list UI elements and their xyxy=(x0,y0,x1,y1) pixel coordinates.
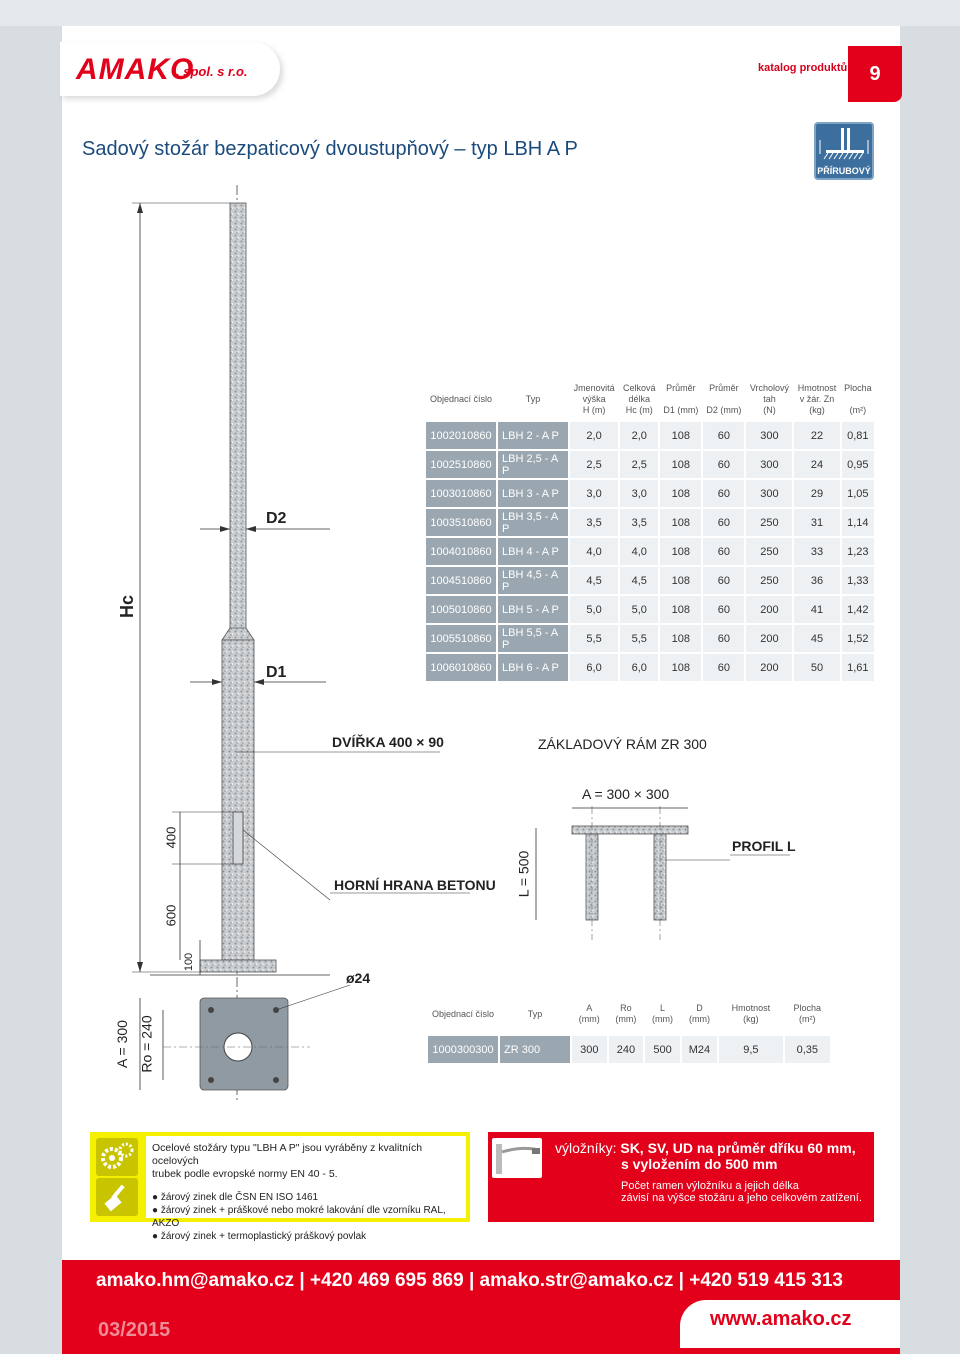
mount-badge-label: PŘÍRUBOVÝ xyxy=(817,166,871,176)
dim-400-label: 400 xyxy=(163,826,179,849)
footer-date: 03/2015 xyxy=(98,1319,171,1341)
header-line: Průměr xyxy=(709,382,739,393)
material-line-2: trubek podle evropské normy EN 40 - 5. xyxy=(152,1168,338,1180)
header-line: Vrcholový xyxy=(749,382,790,393)
order-number-cell: 1006010860 xyxy=(426,654,496,681)
d2-label: D2 xyxy=(266,510,287,527)
value-cell: 22 xyxy=(794,422,839,449)
footer-website-box xyxy=(680,1300,900,1348)
order-number-cell: 1002010860 xyxy=(426,422,496,449)
bracket-line-4: závisí na výšce stožáru a jeho celkovém zatížení. xyxy=(621,1192,862,1204)
type-cell: LBH 3 - A P xyxy=(498,480,568,507)
value-cell: 4,5 xyxy=(570,567,618,594)
value-cell: 4,0 xyxy=(570,538,618,565)
value-cell: 500 xyxy=(645,1036,680,1063)
d2-arrowhead-right xyxy=(246,526,256,532)
value-cell: 250 xyxy=(746,567,792,594)
value-cell: 0,95 xyxy=(842,451,874,478)
header-line: délka xyxy=(628,393,650,404)
value-cell: 29 xyxy=(794,480,839,507)
door-callout: DVÍŘKA 400 × 90 xyxy=(332,734,444,750)
hole-callout-line xyxy=(276,985,350,1010)
header-line: (mm) xyxy=(652,1014,674,1024)
bracket-prefix: výložníky: xyxy=(555,1140,617,1156)
header-line: H (m) xyxy=(582,404,606,415)
hc-arrow-top xyxy=(137,203,143,213)
table-row xyxy=(426,625,874,652)
table-row xyxy=(426,509,874,536)
table-row xyxy=(426,654,874,681)
value-cell: 300 xyxy=(746,451,792,478)
type-cell: LBH 2,5 - A P xyxy=(498,451,568,478)
value-cell: 5,0 xyxy=(570,596,618,623)
foundation-frame-callout: ZÁKLADOVÝ RÁM ZR 300 xyxy=(538,736,707,752)
value-cell: 108 xyxy=(660,509,701,536)
col-top-load xyxy=(746,378,792,420)
catalog-label: katalog produktů xyxy=(758,62,848,74)
paint-brush-icon xyxy=(96,1178,138,1216)
col-d1 xyxy=(660,378,701,420)
value-cell: 60 xyxy=(703,509,744,536)
hc-label: Hc xyxy=(117,594,138,619)
frame-spec-table xyxy=(426,992,832,1065)
type-cell: LBH 5 - A P xyxy=(498,596,568,623)
frame-spec-table-body xyxy=(428,1036,830,1063)
order-number-cell: 1000300300 xyxy=(428,1036,498,1063)
type-cell: LBH 5,5 - A P xyxy=(498,625,568,652)
a-dimension-label: A = 300 xyxy=(113,1020,130,1068)
value-cell: 3,0 xyxy=(620,480,658,507)
col-type xyxy=(500,994,570,1034)
bracket-icon xyxy=(492,1138,542,1178)
header-line: (m²) xyxy=(849,404,867,415)
bullet-item: ● žárový zinek + práškové nebo mokré lakování dle vzorníku RAL, AKZO xyxy=(152,1205,446,1229)
order-number-cell: 1004510860 xyxy=(426,567,496,594)
d1-arrowhead-left xyxy=(212,679,222,685)
col-a xyxy=(572,994,607,1034)
bullet-text: žárový zinek + práškové nebo mokré lakování dle vzorníku RAL, AKZO xyxy=(152,1205,446,1229)
header-line xyxy=(660,394,701,405)
value-cell: 31 xyxy=(794,509,839,536)
l-dimension: L = 500 xyxy=(515,850,532,898)
value-cell: 6,0 xyxy=(570,654,618,681)
page-title: Sadový stožár bezpaticový dvoustupňový – typ LBH A P xyxy=(82,138,578,160)
value-cell: 4,0 xyxy=(620,538,658,565)
value-cell: 300 xyxy=(572,1036,607,1063)
value-cell: 108 xyxy=(660,538,701,565)
door-callout-line xyxy=(243,830,330,900)
value-cell: 250 xyxy=(746,538,792,565)
concrete-edge-callout: HORNÍ HRANA BETONU xyxy=(334,877,496,893)
header-line: Hc (m) xyxy=(625,404,653,415)
type-cell: LBH 4,5 - A P xyxy=(498,567,568,594)
value-cell: 1,61 xyxy=(842,654,874,681)
value-cell: 108 xyxy=(660,596,701,623)
col-order-number xyxy=(428,994,498,1034)
value-cell: 200 xyxy=(746,625,792,652)
value-cell: 60 xyxy=(703,480,744,507)
type-cell: ZR 300 xyxy=(500,1036,570,1063)
table-row xyxy=(426,596,874,623)
value-cell: 60 xyxy=(703,422,744,449)
header-line: v žár. Zn xyxy=(799,393,835,404)
table-row xyxy=(428,1036,830,1063)
table-header-row xyxy=(426,378,874,420)
pole-transition xyxy=(222,628,254,640)
col-ro xyxy=(609,994,644,1034)
value-cell: 240 xyxy=(609,1036,644,1063)
value-cell: 60 xyxy=(703,538,744,565)
header-line: D1 (mm) xyxy=(663,404,699,415)
table-row xyxy=(426,538,874,565)
header-line: D2 (mm) xyxy=(706,404,742,415)
header-line: Celková xyxy=(622,382,656,393)
gears-icon xyxy=(96,1138,138,1176)
value-cell: 0,35 xyxy=(785,1036,830,1063)
brush-glyph-icon xyxy=(96,1178,138,1216)
col-area xyxy=(785,994,830,1034)
header-line: (mm) xyxy=(688,1014,710,1024)
d1-arrowhead-right xyxy=(254,679,264,685)
value-cell: 5,0 xyxy=(620,596,658,623)
value-cell: 1,23 xyxy=(842,538,874,565)
value-cell: 5,5 xyxy=(620,625,658,652)
value-cell: 60 xyxy=(703,625,744,652)
order-number-cell: 1004010860 xyxy=(426,538,496,565)
value-cell: 300 xyxy=(746,422,792,449)
header-line: (N) xyxy=(763,404,776,415)
header-text: Objednací číslo xyxy=(429,393,493,404)
profile-callout: PROFIL L xyxy=(732,838,796,854)
bolt-hole-br xyxy=(273,1077,279,1083)
col-height xyxy=(570,378,618,420)
bracket-bold-1: SK, SV, UD na průměr dříku 60 mm, xyxy=(620,1140,856,1156)
value-cell: 200 xyxy=(746,654,792,681)
header-line: Průměr xyxy=(666,382,696,393)
value-cell: 60 xyxy=(703,567,744,594)
value-cell: 1,05 xyxy=(842,480,874,507)
value-cell: 108 xyxy=(660,567,701,594)
pole-lower-shaft xyxy=(222,640,254,960)
bracket-line-3: Počet ramen výložníku a jejich délka xyxy=(621,1180,799,1192)
header-line: (kg) xyxy=(743,1014,759,1024)
col-weight xyxy=(719,994,782,1034)
bracket-line-1 xyxy=(555,1140,870,1156)
header-line xyxy=(703,394,744,405)
header-line: Jmenovitá xyxy=(573,382,615,393)
bullet-text: žárový zinek dle ČSN EN ISO 1461 xyxy=(160,1192,319,1203)
ro-dimension-label: Ro = 240 xyxy=(138,1015,155,1073)
d2-arrowhead-left xyxy=(220,526,230,532)
pole-door xyxy=(233,812,243,864)
header-line: tah xyxy=(763,393,776,404)
order-number-cell: 1005510860 xyxy=(426,625,496,652)
value-cell: M24 xyxy=(682,1036,717,1063)
value-cell: 108 xyxy=(660,422,701,449)
value-cell: 1,52 xyxy=(842,625,874,652)
bolt-hole-bl xyxy=(208,1077,214,1083)
header-text: Objednací číslo xyxy=(431,1008,495,1019)
value-cell: 9,5 xyxy=(719,1036,782,1063)
page-number: 9 xyxy=(848,46,902,102)
value-cell: 108 xyxy=(660,625,701,652)
header-line: L xyxy=(660,1003,666,1013)
gears-glyph-icon xyxy=(96,1138,138,1176)
header-line: A xyxy=(586,1003,593,1013)
pole-spec-table xyxy=(424,376,876,683)
bullet-text: žárový zinek + termoplastický práškový povlak xyxy=(160,1231,367,1242)
company-logo-sub: , spol. s r.o. xyxy=(176,64,248,79)
value-cell: 50 xyxy=(794,654,839,681)
header-line: výška xyxy=(582,393,606,404)
table-row xyxy=(426,451,874,478)
material-info-text xyxy=(146,1136,466,1242)
value-cell: 2,5 xyxy=(570,451,618,478)
material-line-1: Ocelové stožáry typu "LBH A P" jsou vyráběny z kvalitních ocelových xyxy=(152,1142,423,1167)
table-header-row xyxy=(428,994,830,1034)
header-line: (mm) xyxy=(615,1014,637,1024)
value-cell: 41 xyxy=(794,596,839,623)
pole-spec-table-body xyxy=(426,422,874,681)
value-cell: 1,33 xyxy=(842,567,874,594)
table-row xyxy=(426,567,874,594)
pole-upper-shaft xyxy=(230,203,246,633)
bracket-glyph-icon xyxy=(492,1138,542,1178)
header-text: Typ xyxy=(525,393,541,404)
bracket-info-text xyxy=(555,1140,870,1204)
value-cell: 200 xyxy=(746,596,792,623)
value-cell: 60 xyxy=(703,596,744,623)
col-d2 xyxy=(703,378,744,420)
value-cell: 4,5 xyxy=(620,567,658,594)
header-line: Hmotnost xyxy=(731,1003,771,1013)
hc-arrow-bottom xyxy=(137,962,143,972)
order-number-cell: 1003510860 xyxy=(426,509,496,536)
value-cell: 3,0 xyxy=(570,480,618,507)
header-text: Typ xyxy=(527,1008,543,1019)
col-d xyxy=(682,994,717,1034)
col-total-length xyxy=(620,378,658,420)
value-cell: 2,0 xyxy=(570,422,618,449)
value-cell: 60 xyxy=(703,451,744,478)
col-l xyxy=(645,994,680,1034)
value-cell: 36 xyxy=(794,567,839,594)
d1-label: D1 xyxy=(266,664,287,681)
dim-100-label: 100 xyxy=(183,952,196,972)
value-cell: 5,5 xyxy=(570,625,618,652)
header-line: Hmotnost xyxy=(797,382,837,393)
value-cell: 108 xyxy=(660,654,701,681)
col-area xyxy=(842,378,874,420)
value-cell: 33 xyxy=(794,538,839,565)
bullet-item: ● žárový zinek + termoplastický práškový povlak xyxy=(152,1231,367,1242)
hole-diameter-label: ø24 xyxy=(346,970,371,986)
value-cell: 300 xyxy=(746,480,792,507)
header-line: (mm) xyxy=(578,1014,600,1024)
table-row xyxy=(426,422,874,449)
footer-contacts: amako.hm@amako.cz | +420 469 695 869 | amako.str@amako.cz | +420 519 415 313 xyxy=(96,1270,843,1291)
dim-600-label: 600 xyxy=(163,904,179,927)
bullet-item: ● žárový zinek dle ČSN EN ISO 1461 xyxy=(152,1192,319,1203)
value-cell: 60 xyxy=(703,654,744,681)
value-cell: 1,42 xyxy=(842,596,874,623)
header-line: (kg) xyxy=(809,404,825,415)
value-cell: 108 xyxy=(660,480,701,507)
col-weight xyxy=(794,378,839,420)
company-logo: AMAKO xyxy=(76,53,195,86)
header-line xyxy=(842,394,874,405)
value-cell: 3,5 xyxy=(620,509,658,536)
value-cell: 24 xyxy=(794,451,839,478)
frame-top-plate xyxy=(572,826,688,834)
spacer xyxy=(146,1181,466,1191)
bracket-line-2: s vyložením do 500 mm xyxy=(621,1156,778,1172)
value-cell: 2,0 xyxy=(620,422,658,449)
value-cell: 2,5 xyxy=(620,451,658,478)
value-cell: 6,0 xyxy=(620,654,658,681)
value-cell: 250 xyxy=(746,509,792,536)
type-cell: LBH 3,5 - A P xyxy=(498,509,568,536)
value-cell: 0,81 xyxy=(842,422,874,449)
header-line: Ro xyxy=(620,1003,632,1013)
pole-flange xyxy=(200,960,276,972)
bolt-hole-tl xyxy=(208,1007,214,1013)
value-cell: 108 xyxy=(660,451,701,478)
a-top-dimension: A = 300 × 300 xyxy=(582,786,670,802)
value-cell: 3,5 xyxy=(570,509,618,536)
col-type xyxy=(498,378,568,420)
type-cell: LBH 2 - A P xyxy=(498,422,568,449)
header-line: (m²) xyxy=(799,1014,816,1024)
header-line: Plocha xyxy=(793,1003,822,1013)
header-line: D xyxy=(696,1003,703,1013)
table-row xyxy=(426,480,874,507)
type-cell: LBH 6 - A P xyxy=(498,654,568,681)
footer-website-link[interactable]: www.amako.cz xyxy=(710,1308,852,1330)
value-cell: 1,14 xyxy=(842,509,874,536)
type-cell: LBH 4 - A P xyxy=(498,538,568,565)
order-number-cell: 1003010860 xyxy=(426,480,496,507)
value-cell: 45 xyxy=(794,625,839,652)
order-number-cell: 1002510860 xyxy=(426,451,496,478)
header-line: Plocha xyxy=(844,382,872,393)
col-order-number xyxy=(426,378,496,420)
order-number-cell: 1005010860 xyxy=(426,596,496,623)
